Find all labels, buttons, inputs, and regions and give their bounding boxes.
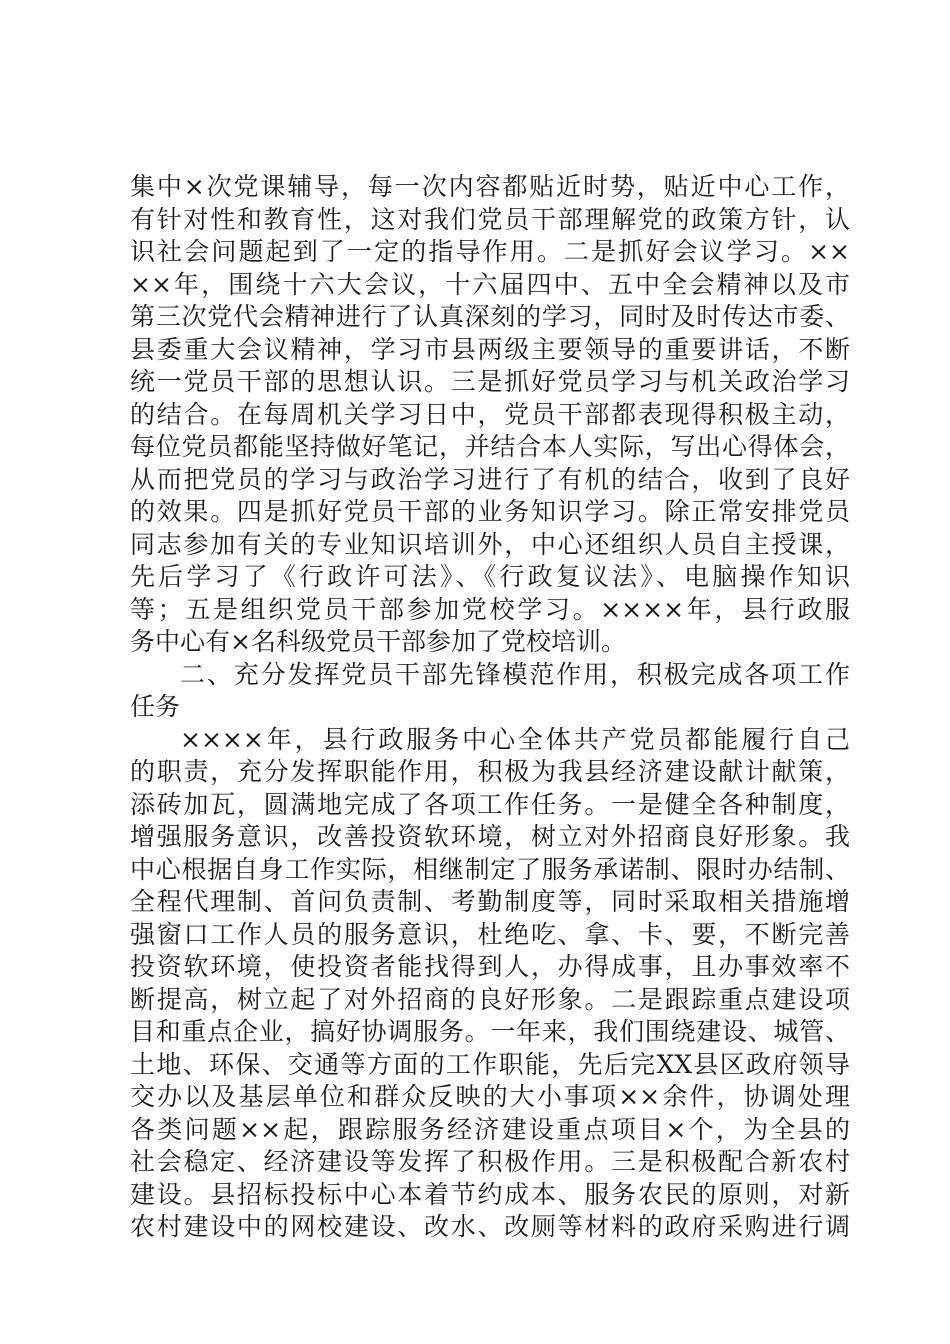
text-line: 社会稳定、经济建设等发挥了积极作用。三是积极配合新农村	[130, 1147, 850, 1176]
text-line: 的结合。在每周机关学习日中，党员干部都表现得积极主动，	[130, 399, 850, 429]
text-line: 先后学习了《行政许可法》、《行政复议法》、电脑操作知识	[130, 562, 850, 591]
text-line: 增强服务意识，改善投资软环境，树立对外招商良好形象。我	[130, 822, 850, 851]
text-line: 强窗口工作人员的服务意识，杜绝吃、拿、卡、要，不断完善	[130, 919, 850, 949]
text-line: 集中×次党课辅导，每一次内容都贴近时势，贴近中心工作，	[130, 172, 850, 201]
text-line: 县委重大会议精神，学习市县两级主要领导的重要讲话，不断	[130, 334, 850, 364]
text-line: 各类问题××起，跟踪服务经济建设重点项目×个，为全县的	[130, 1114, 850, 1144]
text-line: 识社会问题起到了一定的指导作用。二是抓好会议学习。××	[130, 237, 850, 266]
body-text	[130, 171, 850, 1244]
text-line: 目和重点企业，搞好协调服务。一年来，我们围绕建设、城管、	[130, 1017, 850, 1046]
text-line: 断提高，树立起了对外招商的良好形象。二是跟踪重点建设项	[130, 984, 850, 1014]
text-line: 同志参加有关的专业知识培训外，中心还组织人员自主授课，	[130, 529, 850, 559]
text-line: ××年，围绕十六大会议，十六届四中、五中全会精神以及市	[130, 269, 850, 299]
section-heading-line: 二、充分发挥党员干部先锋模范作用，积极完成各项工作	[180, 659, 850, 689]
text-line: 有针对性和教育性，这对我们党员干部理解党的政策方针，认	[130, 204, 850, 234]
text-line: 每位党员都能坚持做好笔记，并结合本人实际，写出心得体会，	[130, 432, 850, 461]
text-line: 统一党员干部的思想认识。三是抓好党员学习与机关政治学习	[130, 367, 850, 396]
text-line: 中心根据自身工作实际，相继制定了服务承诺制、限时办结制、	[130, 854, 850, 884]
text-line: ××××年，县行政服务中心全体共产党员都能履行自己	[180, 724, 850, 754]
text-line: 第三次党代会精神进行了认真深刻的学习，同时及时传达市委、	[130, 302, 850, 331]
text-line: 的职责，充分发挥职能作用，积极为我县经济建设献计献策，	[130, 757, 850, 786]
text-line: 从而把党员的学习与政治学习进行了有机的结合，收到了良好	[130, 464, 850, 494]
text-line: 等；五是组织党员干部参加党校学习。××××年，县行政服	[130, 594, 850, 624]
text-line: 务中心有×名科级党员干部参加了党校培训。	[130, 627, 626, 656]
text-line: 交办以及基层单位和群众反映的大小事项××余件，协调处理	[130, 1082, 850, 1111]
text-line: 农村建设中的网校建设、改水、改厕等材料的政府采购进行调	[130, 1212, 850, 1241]
text-line: 添砖加瓦，圆满地完成了各项工作任务。一是健全各种制度，	[130, 789, 850, 819]
text-line: 建设。县招标投标中心本着节约成本、服务农民的原则，对新	[130, 1179, 850, 1209]
text-line: 的效果。四是抓好党员干部的业务知识学习。除正常安排党员	[130, 497, 850, 526]
text-line: 土地、环保、交通等方面的工作职能，先后完XX县区政府领导	[130, 1049, 850, 1079]
text-line: 投资软环境，使投资者能找得到人，办得成事，且办事效率不	[130, 952, 850, 981]
text-line: 全程代理制、首问负责制、考勤制度等，同时采取相关措施增	[130, 887, 850, 916]
section-heading-line: 任务	[130, 692, 181, 721]
